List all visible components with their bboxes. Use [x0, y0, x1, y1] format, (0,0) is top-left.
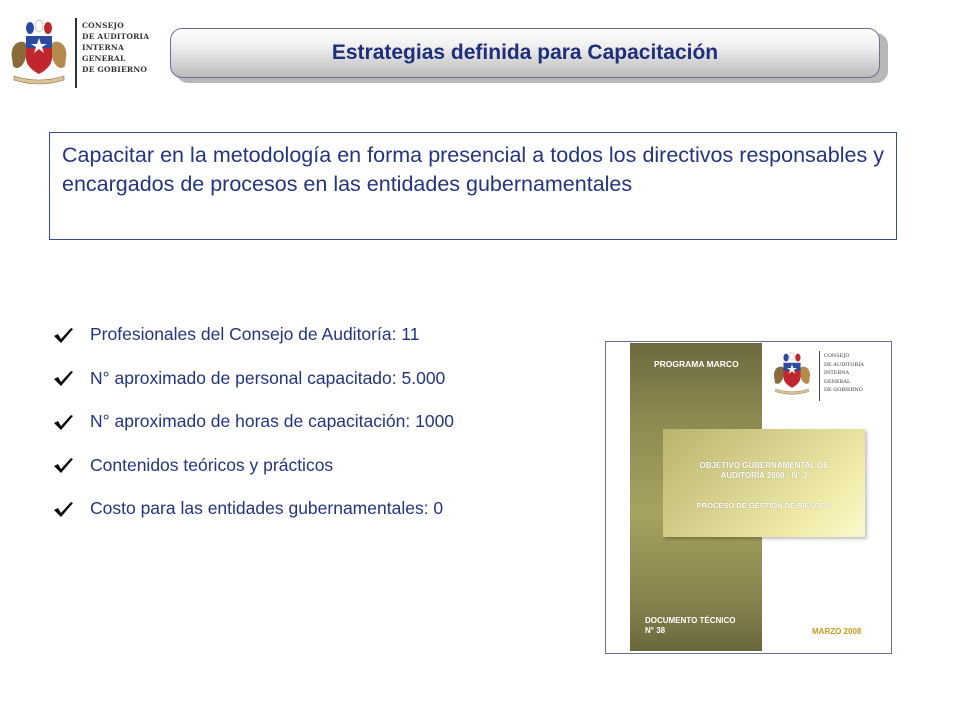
objective-box — [49, 132, 897, 240]
organization-line: INTERNA — [82, 43, 124, 52]
cover-date: MARZO 2008 — [812, 627, 862, 636]
cover-org-line: DE GOBIERNO — [824, 387, 863, 393]
organization-line: GENERAL — [82, 54, 126, 63]
title-banner — [170, 28, 880, 78]
checkmark-icon — [52, 455, 90, 475]
bullet-text: N° aproximado de personal capacitado: 5.000 — [90, 367, 446, 388]
bullet-text: Costo para las entidades gubernamentales: 0 — [90, 498, 444, 519]
organization-name — [82, 20, 149, 75]
list-item — [52, 357, 454, 401]
organization-line: CONSEJO — [82, 21, 124, 30]
cover-program-label: PROGRAMA MARCO — [654, 359, 739, 369]
organization-line: DE GOBIERNO — [82, 65, 148, 74]
cover-doc-line: N° 38 — [645, 626, 666, 635]
slide-title: Estrategias definida para Capacitación — [331, 41, 719, 64]
logo-divider — [75, 18, 77, 88]
organization-line: DE AUDITORIA — [82, 32, 150, 41]
bullet-text: Profesionales del Consejo de Auditoría: 11 — [90, 324, 420, 345]
coat-of-arms-icon — [8, 18, 70, 88]
list-item — [52, 487, 454, 531]
coat-of-arms-icon — [769, 351, 815, 397]
cover-document-label — [645, 616, 736, 636]
cover-objective-line: AUDITORÍA 2008 - N° 3 — [720, 471, 808, 480]
cover-org-line: GENERAL — [824, 378, 851, 385]
objective-text: Capacitar en la metodología en forma presencial a todos los directivos responsables y encargados de procesos en las entidades gubernamentales — [62, 143, 884, 196]
checkmark-icon — [52, 412, 90, 432]
cover-logo — [769, 351, 879, 403]
cover-logo-divider — [819, 351, 820, 401]
checkmark-icon — [52, 499, 90, 519]
bullet-list — [52, 313, 454, 531]
cover-objective-line: OBJETIVO GUBERNAMENTAL DE — [699, 461, 829, 470]
list-item — [52, 400, 454, 444]
organization-logo — [8, 18, 158, 90]
checkmark-icon — [52, 325, 90, 345]
cover-title-panel — [663, 429, 865, 537]
cover-objective-title — [663, 461, 865, 481]
cover-process-title: PROCESO DE GESTIÓN DE RIESGOS — [696, 501, 832, 510]
list-item — [52, 444, 454, 488]
bullet-text: Contenidos teóricos y prácticos — [90, 454, 334, 475]
cover-doc-line: DOCUMENTO TÉCNICO — [645, 616, 736, 625]
cover-organization-name — [824, 352, 864, 395]
cover-org-line: INTERNA — [824, 370, 850, 376]
cover-org-line: CONSEJO — [824, 353, 850, 359]
cover-org-line: DE AUDITORÍA — [824, 361, 864, 368]
checkmark-icon — [52, 368, 90, 388]
list-item — [52, 313, 454, 357]
bullet-text: N° aproximado de horas de capacitación: 1000 — [90, 411, 455, 432]
